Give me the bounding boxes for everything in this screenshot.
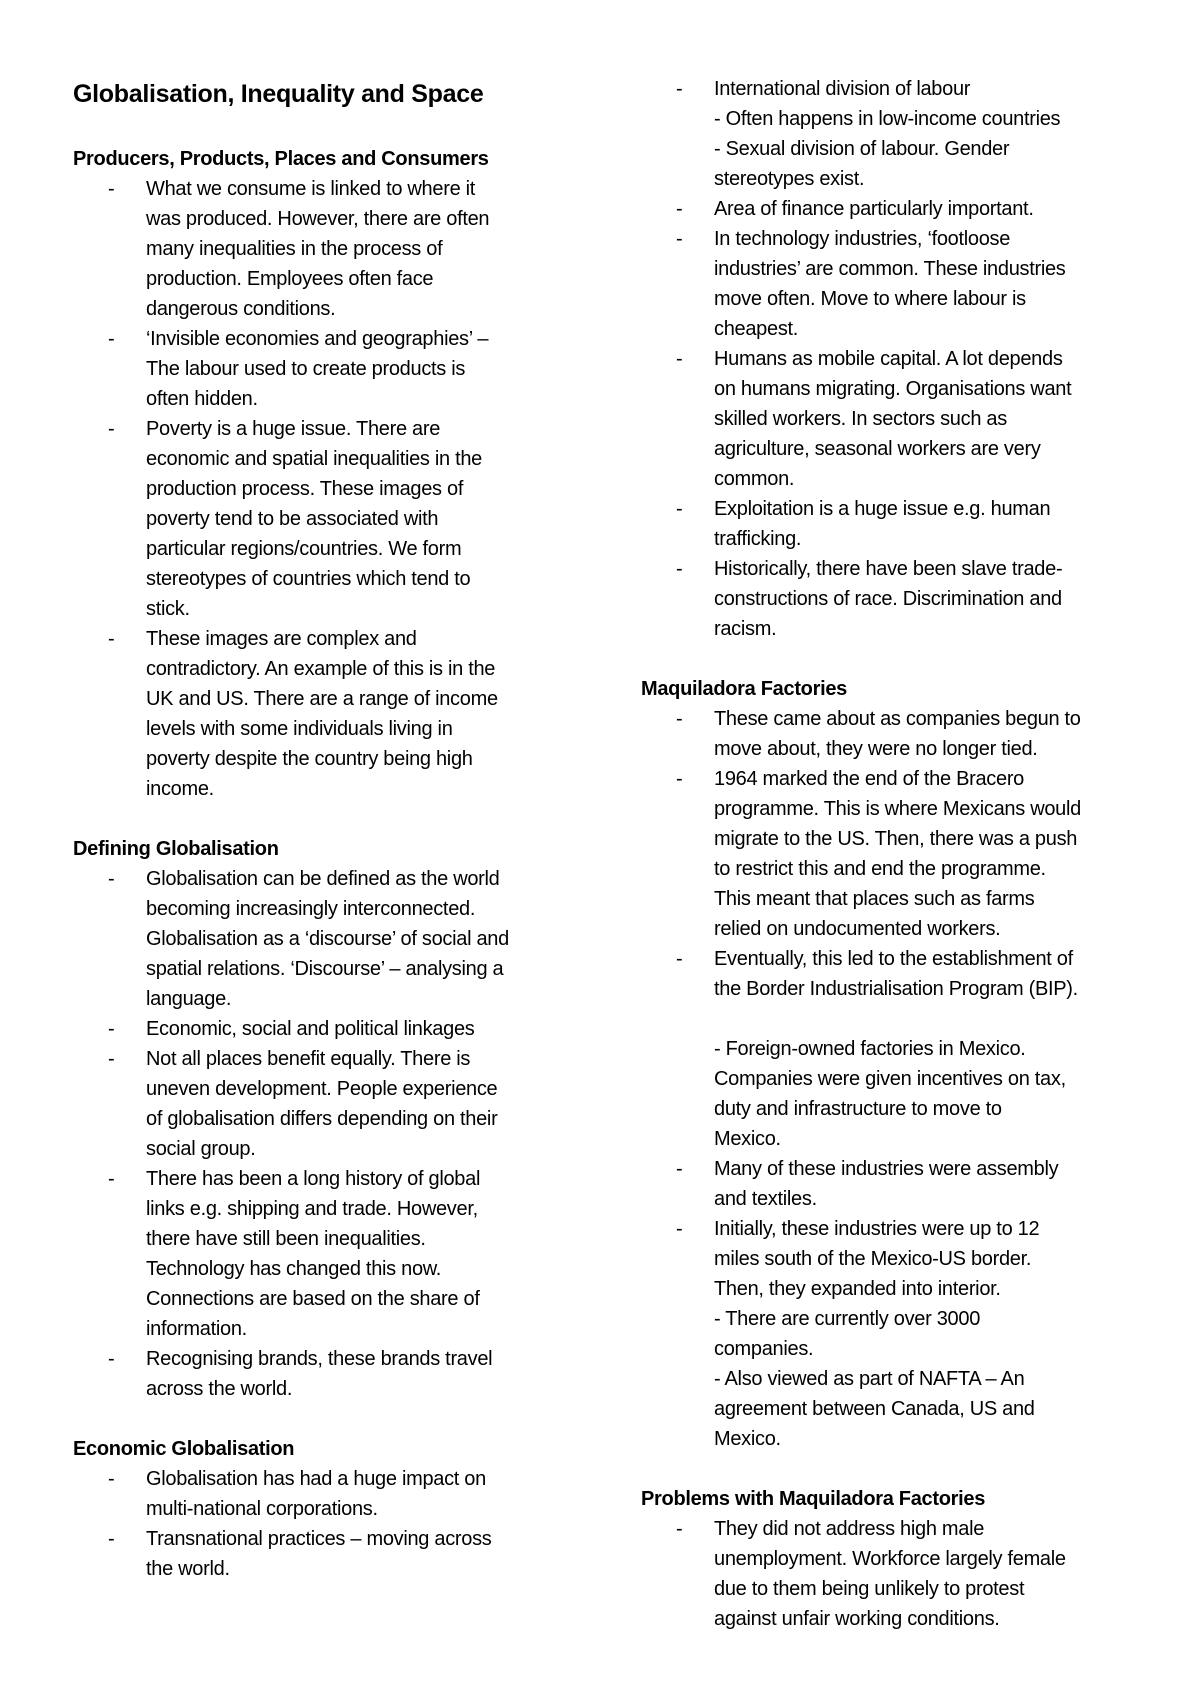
bullet-line: many inequalities in the process of xyxy=(146,238,443,260)
bullet-line: Initially, these industries were up to 12 xyxy=(714,1218,1040,1240)
bullet-line: cheapest. xyxy=(714,318,799,340)
bullet-item xyxy=(641,194,1161,224)
bullet-dash-icon: - xyxy=(676,198,683,220)
bullet-line: Transnational practices – moving across xyxy=(146,1528,492,1550)
bullet-item xyxy=(641,764,1161,944)
section xyxy=(73,1434,573,1584)
bullet-dash-icon: - xyxy=(676,1518,683,1540)
bullet-line: Exploitation is a huge issue e.g. human xyxy=(714,498,1051,520)
bullet-item xyxy=(73,324,573,414)
bullet-line: spatial relations. ‘Discourse’ – analysing a xyxy=(146,958,504,980)
bullet-line: Connections are based on the share of xyxy=(146,1288,480,1310)
bullet-item xyxy=(641,74,1161,194)
left-column xyxy=(73,74,573,1584)
bullet-line: information. xyxy=(146,1318,247,1340)
bullet-item xyxy=(73,1524,573,1584)
bullet-list xyxy=(73,174,573,804)
bullet-line: poverty despite the country being high xyxy=(146,748,473,770)
section xyxy=(641,674,1161,1454)
bullet-line: constructions of race. Discrimination and xyxy=(714,588,1062,610)
bullet-line: the world. xyxy=(146,1558,230,1580)
section-spacer xyxy=(641,644,1161,674)
bullet-dash-icon: - xyxy=(676,78,683,100)
bullet-line: move often. Move to where labour is xyxy=(714,288,1026,310)
bullet-line: stereotypes of countries which tend to xyxy=(146,568,471,590)
bullet-dash-icon: - xyxy=(108,178,115,200)
bullet-line: to restrict this and end the programme. xyxy=(714,858,1046,880)
bullet-line: on humans migrating. Organisations want xyxy=(714,378,1072,400)
bullet-line: against unfair working conditions. xyxy=(714,1608,1000,1630)
bullet-line: In technology industries, ‘footloose xyxy=(714,228,1011,250)
section-spacer xyxy=(73,1404,573,1434)
bullet-line: relied on undocumented workers. xyxy=(714,918,1001,940)
bullet-item xyxy=(73,1164,573,1344)
bullet-dash-icon: - xyxy=(676,768,683,790)
bullet-item xyxy=(73,1464,573,1524)
bullet-item xyxy=(641,1514,1161,1634)
bullet-item xyxy=(73,414,573,624)
section xyxy=(73,144,573,804)
bullet-line: programme. This is where Mexicans would xyxy=(714,798,1081,820)
bullet-line: Historically, there have been slave trade- xyxy=(714,558,1063,580)
document-title: Globalisation, Inequality and Space xyxy=(73,80,484,108)
bullet-item xyxy=(641,704,1161,764)
section-heading: Defining Globalisation xyxy=(73,838,279,860)
bullet-line: was produced. However, there are often xyxy=(146,208,490,230)
bullet-line: particular regions/countries. We form xyxy=(146,538,462,560)
bullet-line: This meant that places such as farms xyxy=(714,888,1035,910)
bullet-line: levels with some individuals living in xyxy=(146,718,453,740)
bullet-line: International division of labour xyxy=(714,78,971,100)
bullet-item xyxy=(641,554,1161,644)
bullet-line: Humans as mobile capital. A lot depends xyxy=(714,348,1063,370)
bullet-dash-icon: - xyxy=(676,1218,683,1240)
bullet-line: They did not address high male xyxy=(714,1518,985,1540)
bullet-line: agriculture, seasonal workers are very xyxy=(714,438,1041,460)
bullet-line: poverty tend to be associated with xyxy=(146,508,439,530)
bullet-line: Recognising brands, these brands travel xyxy=(146,1348,493,1370)
bullet-dash-icon: - xyxy=(676,558,683,580)
bullet-dash-icon: - xyxy=(108,1168,115,1190)
bullet-line: - Sexual division of labour. Gender xyxy=(714,138,1010,160)
bullet-line: Globalisation as a ‘discourse’ of social and xyxy=(146,928,509,950)
bullet-line: agreement between Canada, US and xyxy=(714,1398,1035,1420)
bullet-line: language. xyxy=(146,988,232,1010)
bullet-line: miles south of the Mexico-US border. xyxy=(714,1248,1032,1270)
bullet-item xyxy=(73,174,573,324)
bullet-line: due to them being unlikely to protest xyxy=(714,1578,1025,1600)
section-spacer xyxy=(641,1454,1161,1484)
bullet-line: and textiles. xyxy=(714,1188,817,1210)
bullet-line xyxy=(714,1004,1161,1034)
section-heading: Problems with Maquiladora Factories xyxy=(641,1488,986,1510)
section-heading: Economic Globalisation xyxy=(73,1438,295,1460)
bullet-dash-icon: - xyxy=(676,498,683,520)
section-spacer xyxy=(73,804,573,834)
bullet-dash-icon: - xyxy=(108,418,115,440)
bullet-line: the Border Industrialisation Program (BIP). xyxy=(714,978,1078,1000)
bullet-dash-icon: - xyxy=(108,628,115,650)
bullet-dash-icon: - xyxy=(676,708,683,730)
bullet-line: These images are complex and xyxy=(146,628,417,650)
bullet-dash-icon: - xyxy=(108,1528,115,1550)
bullet-list xyxy=(641,704,1161,1454)
section xyxy=(641,1484,1161,1634)
bullet-line: uneven development. People experience xyxy=(146,1078,498,1100)
bullet-line: What we consume is linked to where it xyxy=(146,178,476,200)
bullet-list xyxy=(641,1514,1161,1634)
bullet-item xyxy=(641,224,1161,344)
bullet-line: contradictory. An example of this is in the xyxy=(146,658,496,680)
bullet-item xyxy=(73,624,573,804)
bullet-line: ‘Invisible economies and geographies’ – xyxy=(146,328,489,350)
bullet-item xyxy=(641,494,1161,554)
bullet-line: - There are currently over 3000 xyxy=(714,1308,981,1330)
bullet-list xyxy=(641,74,1161,644)
bullet-line: - Also viewed as part of NAFTA – An xyxy=(714,1368,1025,1390)
bullet-line: There has been a long history of global xyxy=(146,1168,481,1190)
bullet-line: across the world. xyxy=(146,1378,293,1400)
bullet-dash-icon: - xyxy=(676,348,683,370)
bullet-line: Globalisation can be defined as the world xyxy=(146,868,500,890)
bullet-line: move about, they were no longer tied. xyxy=(714,738,1038,760)
bullet-line: These came about as companies begun to xyxy=(714,708,1081,730)
bullet-line: duty and infrastructure to move to xyxy=(714,1098,1002,1120)
bullet-line: Technology has changed this now. xyxy=(146,1258,442,1280)
bullet-line: unemployment. Workforce largely female xyxy=(714,1548,1066,1570)
bullet-line: 1964 marked the end of the Bracero xyxy=(714,768,1025,790)
bullet-line: Mexico. xyxy=(714,1428,781,1450)
bullet-item xyxy=(641,944,1161,1154)
bullet-line: stereotypes exist. xyxy=(714,168,865,190)
bullet-dash-icon: - xyxy=(676,228,683,250)
bullet-line: dangerous conditions. xyxy=(146,298,336,320)
bullet-line: economic and spatial inequalities in the xyxy=(146,448,482,470)
bullet-line: Not all places benefit equally. There is xyxy=(146,1048,471,1070)
bullet-line: stick. xyxy=(146,598,190,620)
bullet-line: - Often happens in low-income countries xyxy=(714,108,1061,130)
bullet-item xyxy=(73,1344,573,1404)
bullet-list xyxy=(73,864,573,1404)
bullet-line: - Foreign-owned factories in Mexico. xyxy=(714,1038,1026,1060)
section-heading: Producers, Products, Places and Consumers xyxy=(73,148,489,170)
bullet-line: Mexico. xyxy=(714,1128,781,1150)
bullet-line: income. xyxy=(146,778,214,800)
bullet-line: often hidden. xyxy=(146,388,258,410)
bullet-line: becoming increasingly interconnected. xyxy=(146,898,476,920)
bullet-line: Globalisation has had a huge impact on xyxy=(146,1468,486,1490)
bullet-dash-icon: - xyxy=(108,1348,115,1370)
bullet-line: Companies were given incentives on tax, xyxy=(714,1068,1066,1090)
bullet-line: Many of these industries were assembly xyxy=(714,1158,1059,1180)
bullet-dash-icon: - xyxy=(108,868,115,890)
bullet-line: Then, they expanded into interior. xyxy=(714,1278,1001,1300)
bullet-dash-icon: - xyxy=(108,1468,115,1490)
bullet-line: UK and US. There are a range of income xyxy=(146,688,498,710)
bullet-line: social group. xyxy=(146,1138,256,1160)
bullet-item xyxy=(641,1154,1161,1214)
bullet-line: racism. xyxy=(714,618,777,640)
bullet-dash-icon: - xyxy=(676,948,683,970)
right-sections xyxy=(641,74,1161,1634)
section xyxy=(73,834,573,1404)
bullet-line: production. Employees often face xyxy=(146,268,434,290)
bullet-item xyxy=(641,1214,1161,1454)
bullet-line: industries’ are common. These industries xyxy=(714,258,1066,280)
bullet-item xyxy=(73,1014,573,1044)
bullet-line: skilled workers. In sectors such as xyxy=(714,408,1007,430)
bullet-line: production process. These images of xyxy=(146,478,464,500)
bullet-line: multi-national corporations. xyxy=(146,1498,378,1520)
bullet-item xyxy=(73,1044,573,1164)
bullet-list xyxy=(73,1464,573,1584)
bullet-line: The labour used to create products is xyxy=(146,358,466,380)
bullet-line: Area of finance particularly important. xyxy=(714,198,1034,220)
bullet-item xyxy=(73,864,573,1014)
bullet-dash-icon: - xyxy=(676,1158,683,1180)
section xyxy=(641,74,1161,644)
bullet-line: common. xyxy=(714,468,795,490)
bullet-line: of globalisation differs depending on their xyxy=(146,1108,498,1130)
bullet-line: companies. xyxy=(714,1338,814,1360)
bullet-item xyxy=(641,344,1161,494)
bullet-dash-icon: - xyxy=(108,328,115,350)
bullet-line: Eventually, this led to the establishment of xyxy=(714,948,1073,970)
bullet-dash-icon: - xyxy=(108,1018,115,1040)
bullet-line: links e.g. shipping and trade. However, xyxy=(146,1198,478,1220)
bullet-line: trafficking. xyxy=(714,528,802,550)
left-sections xyxy=(73,144,573,1584)
bullet-line: Poverty is a huge issue. There are xyxy=(146,418,441,440)
right-column xyxy=(641,74,1161,1634)
bullet-dash-icon: - xyxy=(108,1048,115,1070)
bullet-line: migrate to the US. Then, there was a push xyxy=(714,828,1078,850)
bullet-line: there have still been inequalities. xyxy=(146,1228,426,1250)
bullet-line: Economic, social and political linkages xyxy=(146,1018,475,1040)
section-heading: Maquiladora Factories xyxy=(641,678,847,700)
